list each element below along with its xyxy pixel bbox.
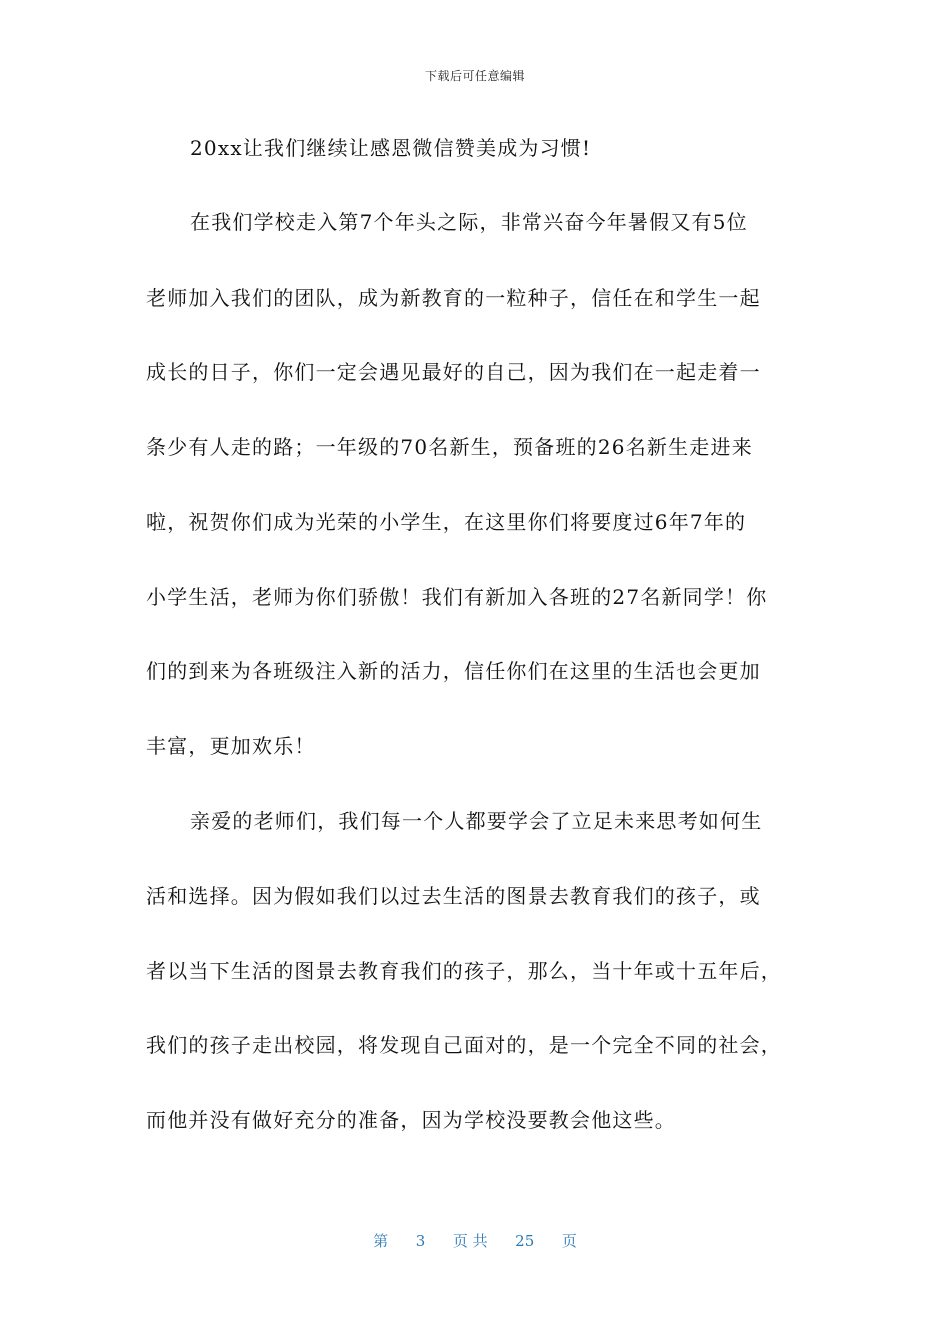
paragraph-line: 者以当下生活的图景去教育我们的孩子，那么，当十年或十五年后， xyxy=(146,959,782,983)
paragraph-line: 成长的日子，你们一定会遇见最好的自己，因为我们在一起走着一 xyxy=(146,360,761,384)
footer-middle: 页 共 xyxy=(452,1232,488,1250)
paragraph-line: 们的到来为各班级注入新的活力，信任你们在这里的生活也会更加 xyxy=(146,659,761,683)
paragraph-line: 丰富，更加欢乐！ xyxy=(146,734,316,758)
header-note: 下载后可任意编辑 xyxy=(424,69,525,83)
paragraph-line: 啦，祝贺你们成为光荣的小学生，在这里你们将要度过6年7年的 xyxy=(146,510,747,534)
footer-suffix: 页 xyxy=(561,1232,577,1250)
paragraph-line: 而他并没有做好充分的准备，因为学校没要教会他这些。 xyxy=(146,1108,676,1132)
footer-prefix: 第 xyxy=(373,1232,389,1250)
current-page-number: 3 xyxy=(415,1232,426,1250)
total-pages-number: 25 xyxy=(515,1232,535,1250)
paragraph-line: 20xx让我们继续让感恩微信赞美成为习惯! xyxy=(190,136,592,160)
paragraph-line: 亲爱的老师们，我们每一个人都要学会了立足未来思考如何生 xyxy=(190,809,763,833)
paragraph-line: 小学生活，老师为你们骄傲！我们有新加入各班的27名新同学！你 xyxy=(146,585,768,609)
paragraph-line: 我们的孩子走出校园，将发现自己面对的，是一个完全不同的社会， xyxy=(146,1033,782,1057)
paragraph-line: 条少有人走的路；一年级的70名新生，预备班的26名新生走进来 xyxy=(146,435,753,459)
paragraph-line: 老师加入我们的团队，成为新教育的一粒种子，信任在和学生一起 xyxy=(146,286,761,310)
paragraph-line: 活和选择。因为假如我们以过去生活的图景去教育我们的孩子，或 xyxy=(146,884,761,908)
page-footer xyxy=(0,1230,950,1251)
paragraph-line: 在我们学校走入第7个年头之际，非常兴奋今年暑假又有5位 xyxy=(190,210,748,234)
